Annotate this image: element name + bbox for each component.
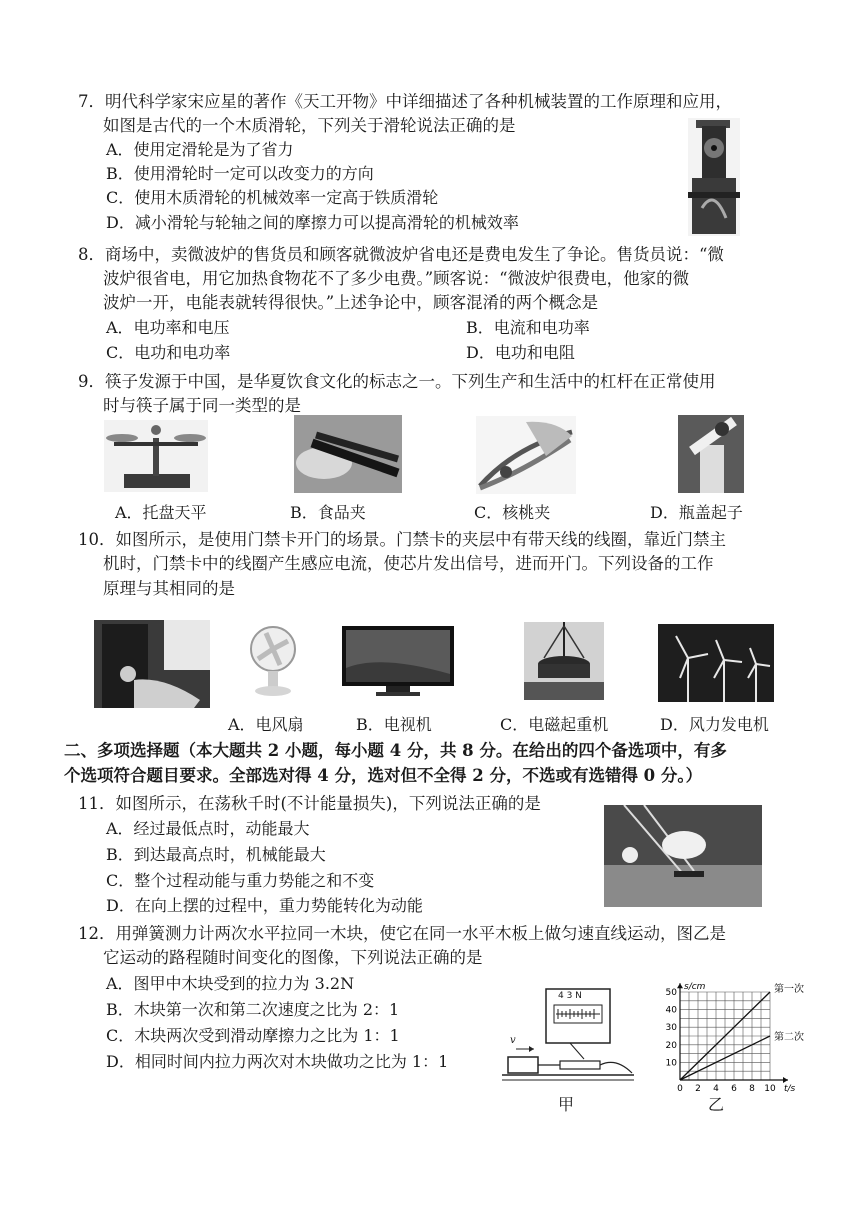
q10-line3: 原理与其相同的是 — [103, 579, 235, 598]
q9-option-a: A．托盘天平 — [115, 503, 207, 522]
q9-option-c: C．核桃夹 — [474, 503, 551, 522]
y-axis-arrow — [677, 983, 683, 988]
television-photo — [340, 624, 456, 700]
q10-option-a: A．电风扇 — [228, 715, 304, 734]
food-tongs-photo — [294, 415, 402, 493]
q8-line2: 波炉很省电，用它加热食物花不了多少电费。”顾客说：“微波炉很费电，他家的微 — [103, 269, 690, 288]
q7-option-b: B．使用滑轮时一定可以改变力的方向 — [106, 164, 374, 183]
q8-line1: 8．商场中，卖微波炉的售货员和顾客就微波炉省电还是费电发生了争论。售货员说：“微 — [78, 245, 724, 264]
nutcracker-photo — [476, 416, 576, 494]
q8-option-a: A．电功率和电压 — [106, 318, 230, 337]
x-tick-label: 10 — [764, 1084, 776, 1094]
velocity-label: v — [510, 1035, 516, 1046]
electromagnetic-crane-photo — [524, 622, 604, 700]
q8-option-c: C．电功和电功率 — [106, 343, 231, 362]
y-tick-label: 30 — [665, 1023, 677, 1034]
q9-option-d: D．瓶盖起子 — [650, 503, 743, 522]
q10-option-c: C．电磁起重机 — [500, 715, 609, 734]
wooden-pulley-photo — [688, 118, 740, 236]
tray-balance-photo — [104, 420, 208, 492]
q8-option-d: D．电功和电阻 — [466, 343, 575, 362]
q7-option-c: C．使用木质滑轮的机械效率一定高于铁质滑轮 — [106, 188, 439, 207]
q12-option-d: D．相同时间内拉力两次对木块做功之比为 1：1 — [106, 1052, 449, 1071]
q12-line1: 12．用弹簧测力计两次水平拉同一木块，使它在同一水平木板上做匀速直线运动，图乙是 — [78, 924, 726, 943]
y-tick-label: 10 — [665, 1058, 677, 1069]
q12-option-c: C．木块两次受到滑动摩擦力之比为 1：1 — [106, 1026, 400, 1045]
q11-option-a: A．经过最低点时，动能最大 — [106, 819, 310, 838]
q11-option-b: B．到达最高点时，机械能最大 — [106, 845, 326, 864]
q10-option-d: D．风力发电机 — [660, 715, 769, 734]
y-tick-label: 20 — [665, 1040, 677, 1051]
y-tick-label: 40 — [665, 1005, 677, 1016]
x-axis-arrow — [783, 1077, 788, 1083]
x-tick-label: 8 — [749, 1084, 755, 1094]
x-tick-label: 2 — [695, 1084, 701, 1094]
q12-option-a: A．图甲中木块受到的拉力为 3.2N — [106, 974, 355, 993]
q9-option-b: B．食品夹 — [290, 503, 366, 522]
q7-option-a: A．使用定滑轮是为了省力 — [106, 140, 294, 159]
q11-option-c: C．整个过程动能与重力势能之和不变 — [106, 871, 375, 890]
bottle-opener-photo — [678, 415, 744, 493]
series-label-2: 第二次 — [774, 1032, 804, 1043]
q10-line1: 10．如图所示，是使用门禁卡开门的场景。门禁卡的夹层中有带天线的线圈，靠近门禁主 — [78, 530, 726, 549]
door-access-card-photo — [94, 620, 210, 708]
series-label-1: 第一次 — [774, 984, 804, 995]
x-axis-label: t/s — [784, 1084, 796, 1094]
x-tick-label: 6 — [731, 1084, 737, 1094]
figure-jia-label: 甲 — [558, 1095, 575, 1114]
q8-option-b: B．电流和电功率 — [466, 318, 590, 337]
q9-line2: 时与筷子属于同一类型的是 — [103, 396, 301, 415]
q8-line3: 波炉一开，电能表就转得很快。”上述争论中，顾客混淆的两个概念是 — [103, 293, 599, 312]
y-axis-label: s/cm — [684, 982, 706, 993]
q7-line1: 7．明代科学家宋应星的著作《天工开物》中详细描述了各种机械装置的工作原理和应用， — [78, 92, 732, 111]
section2-heading-line1: 二、多项选择题（本大题共 2 小题，每小题 4 分，共 8 分。在给出的四个备选项中，有多 — [64, 741, 727, 760]
wind-turbine-photo — [658, 624, 774, 702]
electric-fan-photo — [248, 625, 298, 697]
figure-yi-st-chart — [660, 966, 820, 1096]
figure-yi-label: 乙 — [708, 1095, 725, 1114]
q10-line2: 机时，门禁卡中的线圈产生感应电流，使芯片发出信号，进而开门。下列设备的工作 — [103, 554, 714, 573]
x-tick-label: 4 — [713, 1084, 719, 1094]
section2-heading-line2: 个选项符合题目要求。全部选对得 4 分，选对但不全得 2 分，不选或有选错得 0 分。） — [64, 766, 703, 785]
y-tick-label: 50 — [665, 988, 677, 998]
q10-option-b: B．电视机 — [356, 715, 432, 734]
meter-scale-label: 4 3 N — [558, 991, 582, 1001]
q11-line1: 11．如图所示，在荡秋千时(不计能量损失)，下列说法正确的是 — [78, 794, 541, 813]
q7-option-d: D．减小滑轮与轮轴之间的摩擦力可以提高滑轮的机械效率 — [106, 213, 519, 232]
swing-photo — [604, 805, 762, 907]
q9-line1: 9．筷子发源于中国，是华夏饮食文化的标志之一。下列生产和生活中的杠杆在正常使用 — [78, 372, 716, 391]
q12-option-b: B．木块第一次和第二次速度之比为 2：1 — [106, 1000, 400, 1019]
q11-option-d: D．在向上摆的过程中，重力势能转化为动能 — [106, 896, 423, 915]
x-tick-label: 0 — [677, 1084, 683, 1094]
q7-line2: 如图是古代的一个木质滑轮，下列关于滑轮说法正确的是 — [103, 116, 516, 135]
figure-jia-spring-scale — [500, 985, 636, 1081]
q12-line2: 它运动的路程随时间变化的图像，下列说法正确的是 — [103, 948, 483, 967]
